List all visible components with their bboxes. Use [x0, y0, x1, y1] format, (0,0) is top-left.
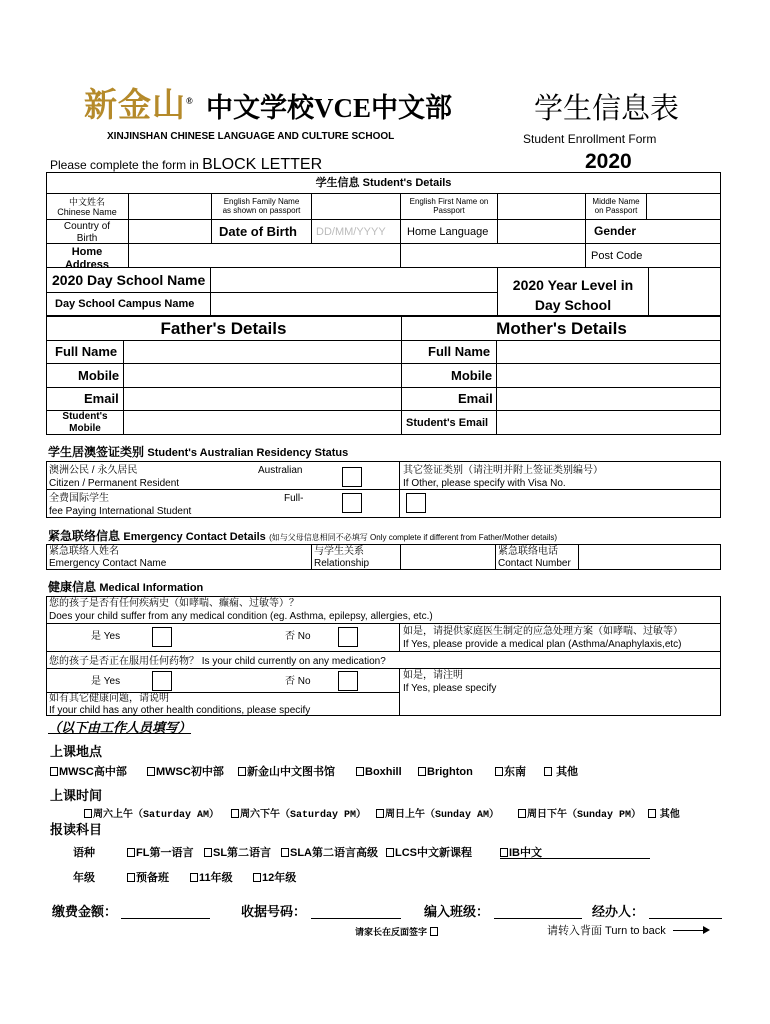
fee-field[interactable] [121, 918, 210, 919]
parent-sign-note: 请家长在反面签字 [355, 927, 439, 937]
family-name-label: English Family Name as shown on passport [222, 197, 301, 216]
citizen-checkbox[interactable] [342, 467, 362, 487]
location-option-4[interactable]: Brighton [418, 766, 473, 779]
father-full-name-label: Full Name [55, 344, 118, 359]
medication-specify-label: 如是，请注明 If Yes, please specify [403, 670, 497, 694]
medication-no-label: 否 No [285, 676, 311, 687]
citizen-option-tag: Australian [258, 465, 303, 476]
turn-back-arrow-line [673, 930, 705, 931]
mother-details-title: Mother's Details [496, 319, 627, 338]
emergency-title: 紧急联络信息 Emergency Contact Details (如与父母信息相同不必填写 Only complete if different from Father/Mother details) [48, 529, 558, 543]
turn-to-back-note: 请转入背面 Turn to back [547, 925, 666, 937]
handler-label: 经办人： [592, 904, 645, 919]
time-option-1[interactable]: 周六下午（Saturday PM） [231, 809, 366, 822]
school-title: 中文学校VCE中文部 [206, 93, 453, 123]
international-checkbox[interactable] [342, 493, 362, 513]
medication-question: 您的孩子是否正在服用任何药物？ Is your child currently on any medication? [49, 656, 386, 667]
form-title-en: Student Enrollment Form [523, 132, 657, 146]
instruction-text: Please complete the form in BLOCK LETTER [50, 156, 323, 173]
time-option-3[interactable]: 周日下午（Sunday PM） [518, 809, 641, 822]
lang-option-1[interactable]: SL第二语言 [204, 847, 271, 860]
student-mobile-label: Student's Mobile [62, 411, 108, 434]
condition-yes-checkbox[interactable] [152, 627, 172, 647]
chinese-name-label: 中文姓名 Chinese Name [57, 197, 117, 218]
receipt-field[interactable] [311, 918, 401, 919]
lang-option-3[interactable]: LCS中文新课程 [386, 847, 472, 860]
class-assignment-label: 编入班级： [424, 904, 490, 919]
international-option-label: 全费国际学生 fee Paying International Student [49, 493, 192, 517]
mother-email-label: Email [458, 391, 493, 406]
other-visa-label: 其它签证类别（请注明并附上签证类别编号） If Other, please specify with Visa No. [403, 465, 603, 489]
other-visa-checkbox[interactable] [406, 493, 426, 513]
receipt-label: 收据号码： [241, 904, 307, 919]
middle-name-label: Middle Name on Passport [592, 197, 640, 216]
medication-yes-label: 是 Yes [91, 676, 121, 687]
student-section-title: 学生信息 Student's Details [315, 177, 452, 189]
residency-title: 学生居澳签证类别 Student's Australian Residency Status [48, 445, 349, 459]
emergency-name-label: 紧急联络人姓名 Emergency Contact Name [49, 546, 167, 569]
date-of-birth-input[interactable]: DD/MM/YYYY [316, 226, 386, 238]
school-english-name: XINJINSHAN CHINESE LANGUAGE AND CULTURE SCHOOL [107, 131, 395, 142]
condition-no-label: 否 No [285, 631, 311, 642]
class-location-title: 上课地点 [50, 744, 103, 759]
time-option-0[interactable]: 周六上午（Saturday AM） [84, 809, 219, 822]
medical-condition-question: 您的孩子是否有任何疾病史（如哮喘、癫痫、过敏等）？ Does your child suffer from any medical condition (eg. Asthma, epilepsy, allergies, etc.) [49, 598, 433, 622]
citizen-option-label: 澳洲公民 / 永久居民 Citizen / Permanent Resident [49, 465, 180, 489]
father-details-title: Father's Details [160, 319, 287, 338]
emergency-number-label: 紧急联络电话 Contact Number [498, 546, 571, 569]
medical-plan-label: 如是，请提供家庭医生制定的应急处理方案（如哮喘、过敏等） If Yes, please provide a medical plan (Asthma/Anaphylaxis,etc) [403, 626, 683, 650]
other-health-label: 如有其它健康问题，请说明 If your child has any other health conditions, please specify [49, 693, 311, 716]
location-option-0[interactable]: MWSC高中部 [50, 766, 127, 779]
first-name-label: English First Name on Passport [409, 197, 489, 216]
emergency-relationship-label: 与学生关系 Relationship [314, 546, 370, 569]
lang-option-4[interactable]: IB中文 [500, 847, 542, 860]
medication-yes-checkbox[interactable] [152, 671, 172, 691]
father-email-label: Email [84, 391, 119, 406]
mother-mobile-label: Mobile [451, 368, 493, 383]
time-option-2[interactable]: 周日上午（Sunday AM） [376, 809, 499, 822]
gender-label: Gender [594, 224, 637, 238]
international-option-tag: Full- [284, 493, 304, 504]
office-use-title: （以下由工作人员填写） [48, 720, 192, 735]
condition-no-checkbox[interactable] [338, 627, 358, 647]
year-level-label: 2020 Year Level in Day School [512, 277, 634, 314]
location-option-3[interactable]: Boxhill [356, 766, 402, 779]
location-option-2[interactable]: 新金山中文图书馆 [238, 766, 335, 779]
grade-label: 年级 [73, 872, 95, 884]
lang-option-0[interactable]: FL第一语言 [127, 847, 193, 860]
post-code-label: Post Code [591, 250, 643, 262]
father-mobile-label: Mobile [78, 368, 120, 383]
condition-yes-label: 是 Yes [91, 631, 121, 642]
fee-label: 缴费金额： [52, 904, 118, 919]
location-option-5[interactable]: 东南 [495, 766, 526, 779]
home-address-label: Home Address [64, 246, 110, 271]
time-option-4[interactable]: 其他 [648, 809, 680, 821]
student-email-label: Student's Email [406, 417, 489, 429]
arrow-right-icon [703, 926, 710, 934]
language-label: 语种 [73, 847, 95, 859]
class-time-title: 上课时间 [50, 788, 103, 803]
date-of-birth-label: Date of Birth [219, 224, 297, 239]
home-language-label: Home Language [407, 226, 489, 238]
location-option-1[interactable]: MWSC初中部 [147, 766, 224, 779]
handler-field[interactable] [649, 918, 722, 919]
lang-option-2[interactable]: SLA第二语言高级 [281, 847, 378, 860]
medical-title: 健康信息 Medical Information [48, 580, 204, 594]
grade-option-2[interactable]: 12年级 [253, 872, 296, 885]
class-assignment-field[interactable] [494, 918, 582, 919]
subject-title: 报读科目 [50, 822, 103, 837]
form-title-cn: 学生信息表 [534, 93, 680, 125]
country-of-birth-label: Country of Birth [63, 221, 111, 244]
grade-option-1[interactable]: 11年级 [190, 872, 233, 885]
mother-full-name-label: Full Name [428, 344, 491, 359]
form-year: 2020 [585, 150, 632, 173]
grade-option-0[interactable]: 预备班 [127, 872, 169, 885]
location-option-6[interactable]: 其他 [544, 766, 578, 779]
medication-no-checkbox[interactable] [338, 671, 358, 691]
school-logo: 新金山® [84, 88, 194, 124]
day-school-name-label: 2020 Day School Name [52, 272, 206, 288]
campus-name-label: Day School Campus Name [55, 298, 195, 310]
